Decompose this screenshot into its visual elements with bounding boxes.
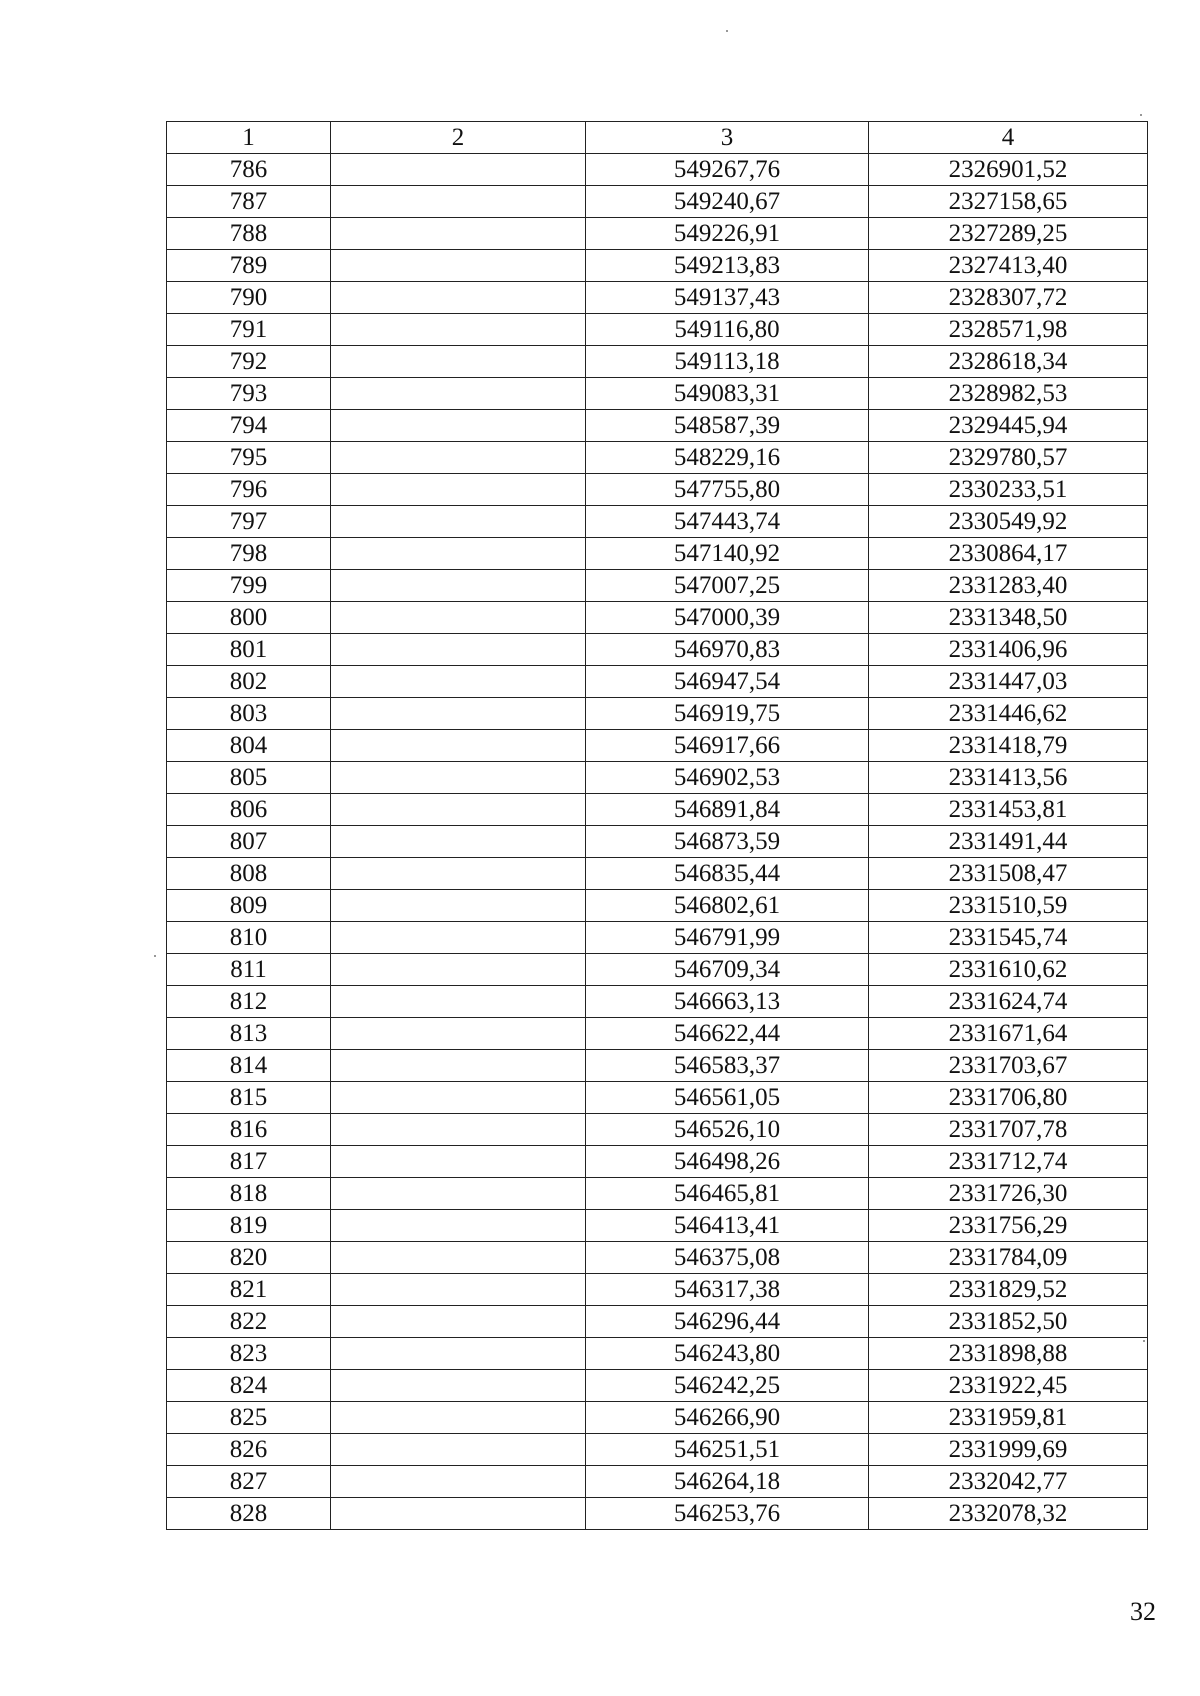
point-number-cell: 792 [167, 346, 331, 378]
table-row [167, 1274, 1148, 1306]
description-cell [331, 826, 586, 858]
x-coordinate-cell: 546242,25 [586, 1370, 869, 1402]
x-coordinate-cell: 549116,80 [586, 314, 869, 346]
y-coordinate-cell: 2331624,74 [869, 986, 1148, 1018]
point-number-cell: 793 [167, 378, 331, 410]
y-coordinate-cell: 2331712,74 [869, 1146, 1148, 1178]
x-coordinate-cell: 546251,51 [586, 1434, 869, 1466]
x-coordinate-cell: 546970,83 [586, 634, 869, 666]
x-coordinate-cell: 546791,99 [586, 922, 869, 954]
description-cell [331, 1402, 586, 1434]
point-number-cell: 810 [167, 922, 331, 954]
table-row [167, 1402, 1148, 1434]
y-coordinate-cell: 2328618,34 [869, 346, 1148, 378]
table-row [167, 1210, 1148, 1242]
y-coordinate-cell: 2330549,92 [869, 506, 1148, 538]
description-cell [331, 698, 586, 730]
y-coordinate-cell: 2331784,09 [869, 1242, 1148, 1274]
description-cell [331, 570, 586, 602]
point-number-cell: 807 [167, 826, 331, 858]
point-number-cell: 817 [167, 1146, 331, 1178]
point-number-cell: 816 [167, 1114, 331, 1146]
x-coordinate-cell: 546709,34 [586, 954, 869, 986]
point-number-cell: 798 [167, 538, 331, 570]
x-coordinate-cell: 547007,25 [586, 570, 869, 602]
point-number-cell: 797 [167, 506, 331, 538]
y-coordinate-cell: 2331453,81 [869, 794, 1148, 826]
y-coordinate-cell: 2329445,94 [869, 410, 1148, 442]
description-cell [331, 634, 586, 666]
x-coordinate-cell: 547755,80 [586, 474, 869, 506]
column-header-3: 3 [586, 122, 869, 154]
x-coordinate-cell: 549267,76 [586, 154, 869, 186]
point-number-cell: 822 [167, 1306, 331, 1338]
description-cell [331, 1082, 586, 1114]
table-row [167, 218, 1148, 250]
x-coordinate-cell: 546891,84 [586, 794, 869, 826]
description-cell [331, 1466, 586, 1498]
y-coordinate-cell: 2331703,67 [869, 1050, 1148, 1082]
description-cell [331, 762, 586, 794]
description-cell [331, 858, 586, 890]
description-cell [331, 250, 586, 282]
point-number-cell: 821 [167, 1274, 331, 1306]
y-coordinate-cell: 2328307,72 [869, 282, 1148, 314]
table-row [167, 250, 1148, 282]
y-coordinate-cell: 2327158,65 [869, 186, 1148, 218]
table-row [167, 538, 1148, 570]
x-coordinate-cell: 547140,92 [586, 538, 869, 570]
table-row [167, 666, 1148, 698]
point-number-cell: 789 [167, 250, 331, 282]
y-coordinate-cell: 2330233,51 [869, 474, 1148, 506]
x-coordinate-cell: 546835,44 [586, 858, 869, 890]
y-coordinate-cell: 2331508,47 [869, 858, 1148, 890]
x-coordinate-cell: 546663,13 [586, 986, 869, 1018]
table-row [167, 762, 1148, 794]
point-number-cell: 815 [167, 1082, 331, 1114]
table-row [167, 858, 1148, 890]
description-cell [331, 794, 586, 826]
description-cell [331, 1242, 586, 1274]
y-coordinate-cell: 2331510,59 [869, 890, 1148, 922]
x-coordinate-cell: 546413,41 [586, 1210, 869, 1242]
x-coordinate-cell: 547000,39 [586, 602, 869, 634]
point-number-cell: 796 [167, 474, 331, 506]
y-coordinate-cell: 2331283,40 [869, 570, 1148, 602]
description-cell [331, 954, 586, 986]
x-coordinate-cell: 546561,05 [586, 1082, 869, 1114]
table-row [167, 1306, 1148, 1338]
description-cell [331, 378, 586, 410]
description-cell [331, 1370, 586, 1402]
table-row [167, 410, 1148, 442]
x-coordinate-cell: 546873,59 [586, 826, 869, 858]
description-cell [331, 506, 586, 538]
x-coordinate-cell: 549083,31 [586, 378, 869, 410]
description-cell [331, 602, 586, 634]
description-cell [331, 1306, 586, 1338]
x-coordinate-cell: 546243,80 [586, 1338, 869, 1370]
table-row [167, 378, 1148, 410]
x-coordinate-cell: 549226,91 [586, 218, 869, 250]
table-row [167, 1498, 1148, 1530]
x-coordinate-cell: 546802,61 [586, 890, 869, 922]
table-row [167, 954, 1148, 986]
table-row [167, 1434, 1148, 1466]
table-row [167, 1114, 1148, 1146]
x-coordinate-cell: 546498,26 [586, 1146, 869, 1178]
table-row [167, 602, 1148, 634]
point-number-cell: 790 [167, 282, 331, 314]
table-row [167, 1018, 1148, 1050]
table-header-row [167, 122, 1148, 154]
point-number-cell: 813 [167, 1018, 331, 1050]
description-cell [331, 442, 586, 474]
scan-speck [1140, 114, 1142, 116]
table-row [167, 282, 1148, 314]
x-coordinate-cell: 546526,10 [586, 1114, 869, 1146]
description-cell [331, 1050, 586, 1082]
point-number-cell: 826 [167, 1434, 331, 1466]
x-coordinate-cell: 549213,83 [586, 250, 869, 282]
point-number-cell: 809 [167, 890, 331, 922]
point-number-cell: 802 [167, 666, 331, 698]
point-number-cell: 788 [167, 218, 331, 250]
x-coordinate-cell: 548229,16 [586, 442, 869, 474]
x-coordinate-cell: 549240,67 [586, 186, 869, 218]
description-cell [331, 1338, 586, 1370]
x-coordinate-cell: 546947,54 [586, 666, 869, 698]
table-row [167, 1370, 1148, 1402]
point-number-cell: 818 [167, 1178, 331, 1210]
description-cell [331, 1114, 586, 1146]
y-coordinate-cell: 2331898,88 [869, 1338, 1148, 1370]
point-number-cell: 808 [167, 858, 331, 890]
table-row [167, 890, 1148, 922]
table-row [167, 1050, 1148, 1082]
y-coordinate-cell: 2329780,57 [869, 442, 1148, 474]
description-cell [331, 890, 586, 922]
y-coordinate-cell: 2331726,30 [869, 1178, 1148, 1210]
description-cell [331, 922, 586, 954]
y-coordinate-cell: 2331418,79 [869, 730, 1148, 762]
y-coordinate-cell: 2331348,50 [869, 602, 1148, 634]
table-row [167, 442, 1148, 474]
description-cell [331, 186, 586, 218]
point-number-cell: 828 [167, 1498, 331, 1530]
column-header-4: 4 [869, 122, 1148, 154]
y-coordinate-cell: 2331829,52 [869, 1274, 1148, 1306]
table-row [167, 986, 1148, 1018]
y-coordinate-cell: 2331447,03 [869, 666, 1148, 698]
y-coordinate-cell: 2331491,44 [869, 826, 1148, 858]
point-number-cell: 820 [167, 1242, 331, 1274]
description-cell [331, 474, 586, 506]
x-coordinate-cell: 549113,18 [586, 346, 869, 378]
point-number-cell: 824 [167, 1370, 331, 1402]
y-coordinate-cell: 2331852,50 [869, 1306, 1148, 1338]
description-cell [331, 218, 586, 250]
point-number-cell: 787 [167, 186, 331, 218]
description-cell [331, 154, 586, 186]
y-coordinate-cell: 2330864,17 [869, 538, 1148, 570]
x-coordinate-cell: 547443,74 [586, 506, 869, 538]
table-row [167, 634, 1148, 666]
y-coordinate-cell: 2331922,45 [869, 1370, 1148, 1402]
point-number-cell: 811 [167, 954, 331, 986]
x-coordinate-cell: 546465,81 [586, 1178, 869, 1210]
table-row [167, 314, 1148, 346]
table-row [167, 186, 1148, 218]
y-coordinate-cell: 2331413,56 [869, 762, 1148, 794]
point-number-cell: 801 [167, 634, 331, 666]
column-header-1: 1 [167, 122, 331, 154]
y-coordinate-cell: 2331406,96 [869, 634, 1148, 666]
scan-speck [154, 955, 156, 957]
table-row [167, 1082, 1148, 1114]
point-number-cell: 791 [167, 314, 331, 346]
y-coordinate-cell: 2331545,74 [869, 922, 1148, 954]
point-number-cell: 786 [167, 154, 331, 186]
description-cell [331, 314, 586, 346]
y-coordinate-cell: 2332078,32 [869, 1498, 1148, 1530]
table-row [167, 154, 1148, 186]
point-number-cell: 823 [167, 1338, 331, 1370]
y-coordinate-cell: 2331610,62 [869, 954, 1148, 986]
table-row [167, 1146, 1148, 1178]
description-cell [331, 1498, 586, 1530]
column-header-2: 2 [331, 122, 586, 154]
table-row [167, 922, 1148, 954]
point-number-cell: 800 [167, 602, 331, 634]
point-number-cell: 825 [167, 1402, 331, 1434]
coordinates-table [166, 121, 1148, 1530]
y-coordinate-cell: 2331706,80 [869, 1082, 1148, 1114]
x-coordinate-cell: 546253,76 [586, 1498, 869, 1530]
y-coordinate-cell: 2331671,64 [869, 1018, 1148, 1050]
x-coordinate-cell: 546317,38 [586, 1274, 869, 1306]
description-cell [331, 1274, 586, 1306]
x-coordinate-cell: 548587,39 [586, 410, 869, 442]
point-number-cell: 799 [167, 570, 331, 602]
description-cell [331, 730, 586, 762]
y-coordinate-cell: 2326901,52 [869, 154, 1148, 186]
y-coordinate-cell: 2332042,77 [869, 1466, 1148, 1498]
y-coordinate-cell: 2331756,29 [869, 1210, 1148, 1242]
y-coordinate-cell: 2331959,81 [869, 1402, 1148, 1434]
point-number-cell: 803 [167, 698, 331, 730]
table-row [167, 506, 1148, 538]
point-number-cell: 812 [167, 986, 331, 1018]
table-row [167, 1178, 1148, 1210]
y-coordinate-cell: 2327413,40 [869, 250, 1148, 282]
point-number-cell: 805 [167, 762, 331, 794]
x-coordinate-cell: 546296,44 [586, 1306, 869, 1338]
point-number-cell: 806 [167, 794, 331, 826]
x-coordinate-cell: 546919,75 [586, 698, 869, 730]
table-row [167, 1338, 1148, 1370]
description-cell [331, 410, 586, 442]
y-coordinate-cell: 2328982,53 [869, 378, 1148, 410]
description-cell [331, 1146, 586, 1178]
x-coordinate-cell: 546375,08 [586, 1242, 869, 1274]
description-cell [331, 346, 586, 378]
x-coordinate-cell: 546264,18 [586, 1466, 869, 1498]
description-cell [331, 986, 586, 1018]
table-row [167, 794, 1148, 826]
y-coordinate-cell: 2331707,78 [869, 1114, 1148, 1146]
table-body [167, 154, 1148, 1530]
point-number-cell: 804 [167, 730, 331, 762]
y-coordinate-cell: 2331999,69 [869, 1434, 1148, 1466]
table-row [167, 730, 1148, 762]
description-cell [331, 1210, 586, 1242]
x-coordinate-cell: 546917,66 [586, 730, 869, 762]
y-coordinate-cell: 2331446,62 [869, 698, 1148, 730]
y-coordinate-cell: 2327289,25 [869, 218, 1148, 250]
table-row [167, 346, 1148, 378]
point-number-cell: 827 [167, 1466, 331, 1498]
point-number-cell: 814 [167, 1050, 331, 1082]
table-row [167, 826, 1148, 858]
y-coordinate-cell: 2328571,98 [869, 314, 1148, 346]
table-row [167, 1242, 1148, 1274]
point-number-cell: 795 [167, 442, 331, 474]
description-cell [331, 1434, 586, 1466]
table-row [167, 1466, 1148, 1498]
page-number: 32 [1130, 1597, 1156, 1626]
table-row [167, 570, 1148, 602]
x-coordinate-cell: 546583,37 [586, 1050, 869, 1082]
table-row [167, 474, 1148, 506]
point-number-cell: 794 [167, 410, 331, 442]
x-coordinate-cell: 546266,90 [586, 1402, 869, 1434]
description-cell [331, 282, 586, 314]
x-coordinate-cell: 546902,53 [586, 762, 869, 794]
description-cell [331, 666, 586, 698]
description-cell [331, 1178, 586, 1210]
scan-speck [726, 30, 728, 32]
x-coordinate-cell: 546622,44 [586, 1018, 869, 1050]
description-cell [331, 538, 586, 570]
x-coordinate-cell: 549137,43 [586, 282, 869, 314]
table-row [167, 698, 1148, 730]
description-cell [331, 1018, 586, 1050]
point-number-cell: 819 [167, 1210, 331, 1242]
